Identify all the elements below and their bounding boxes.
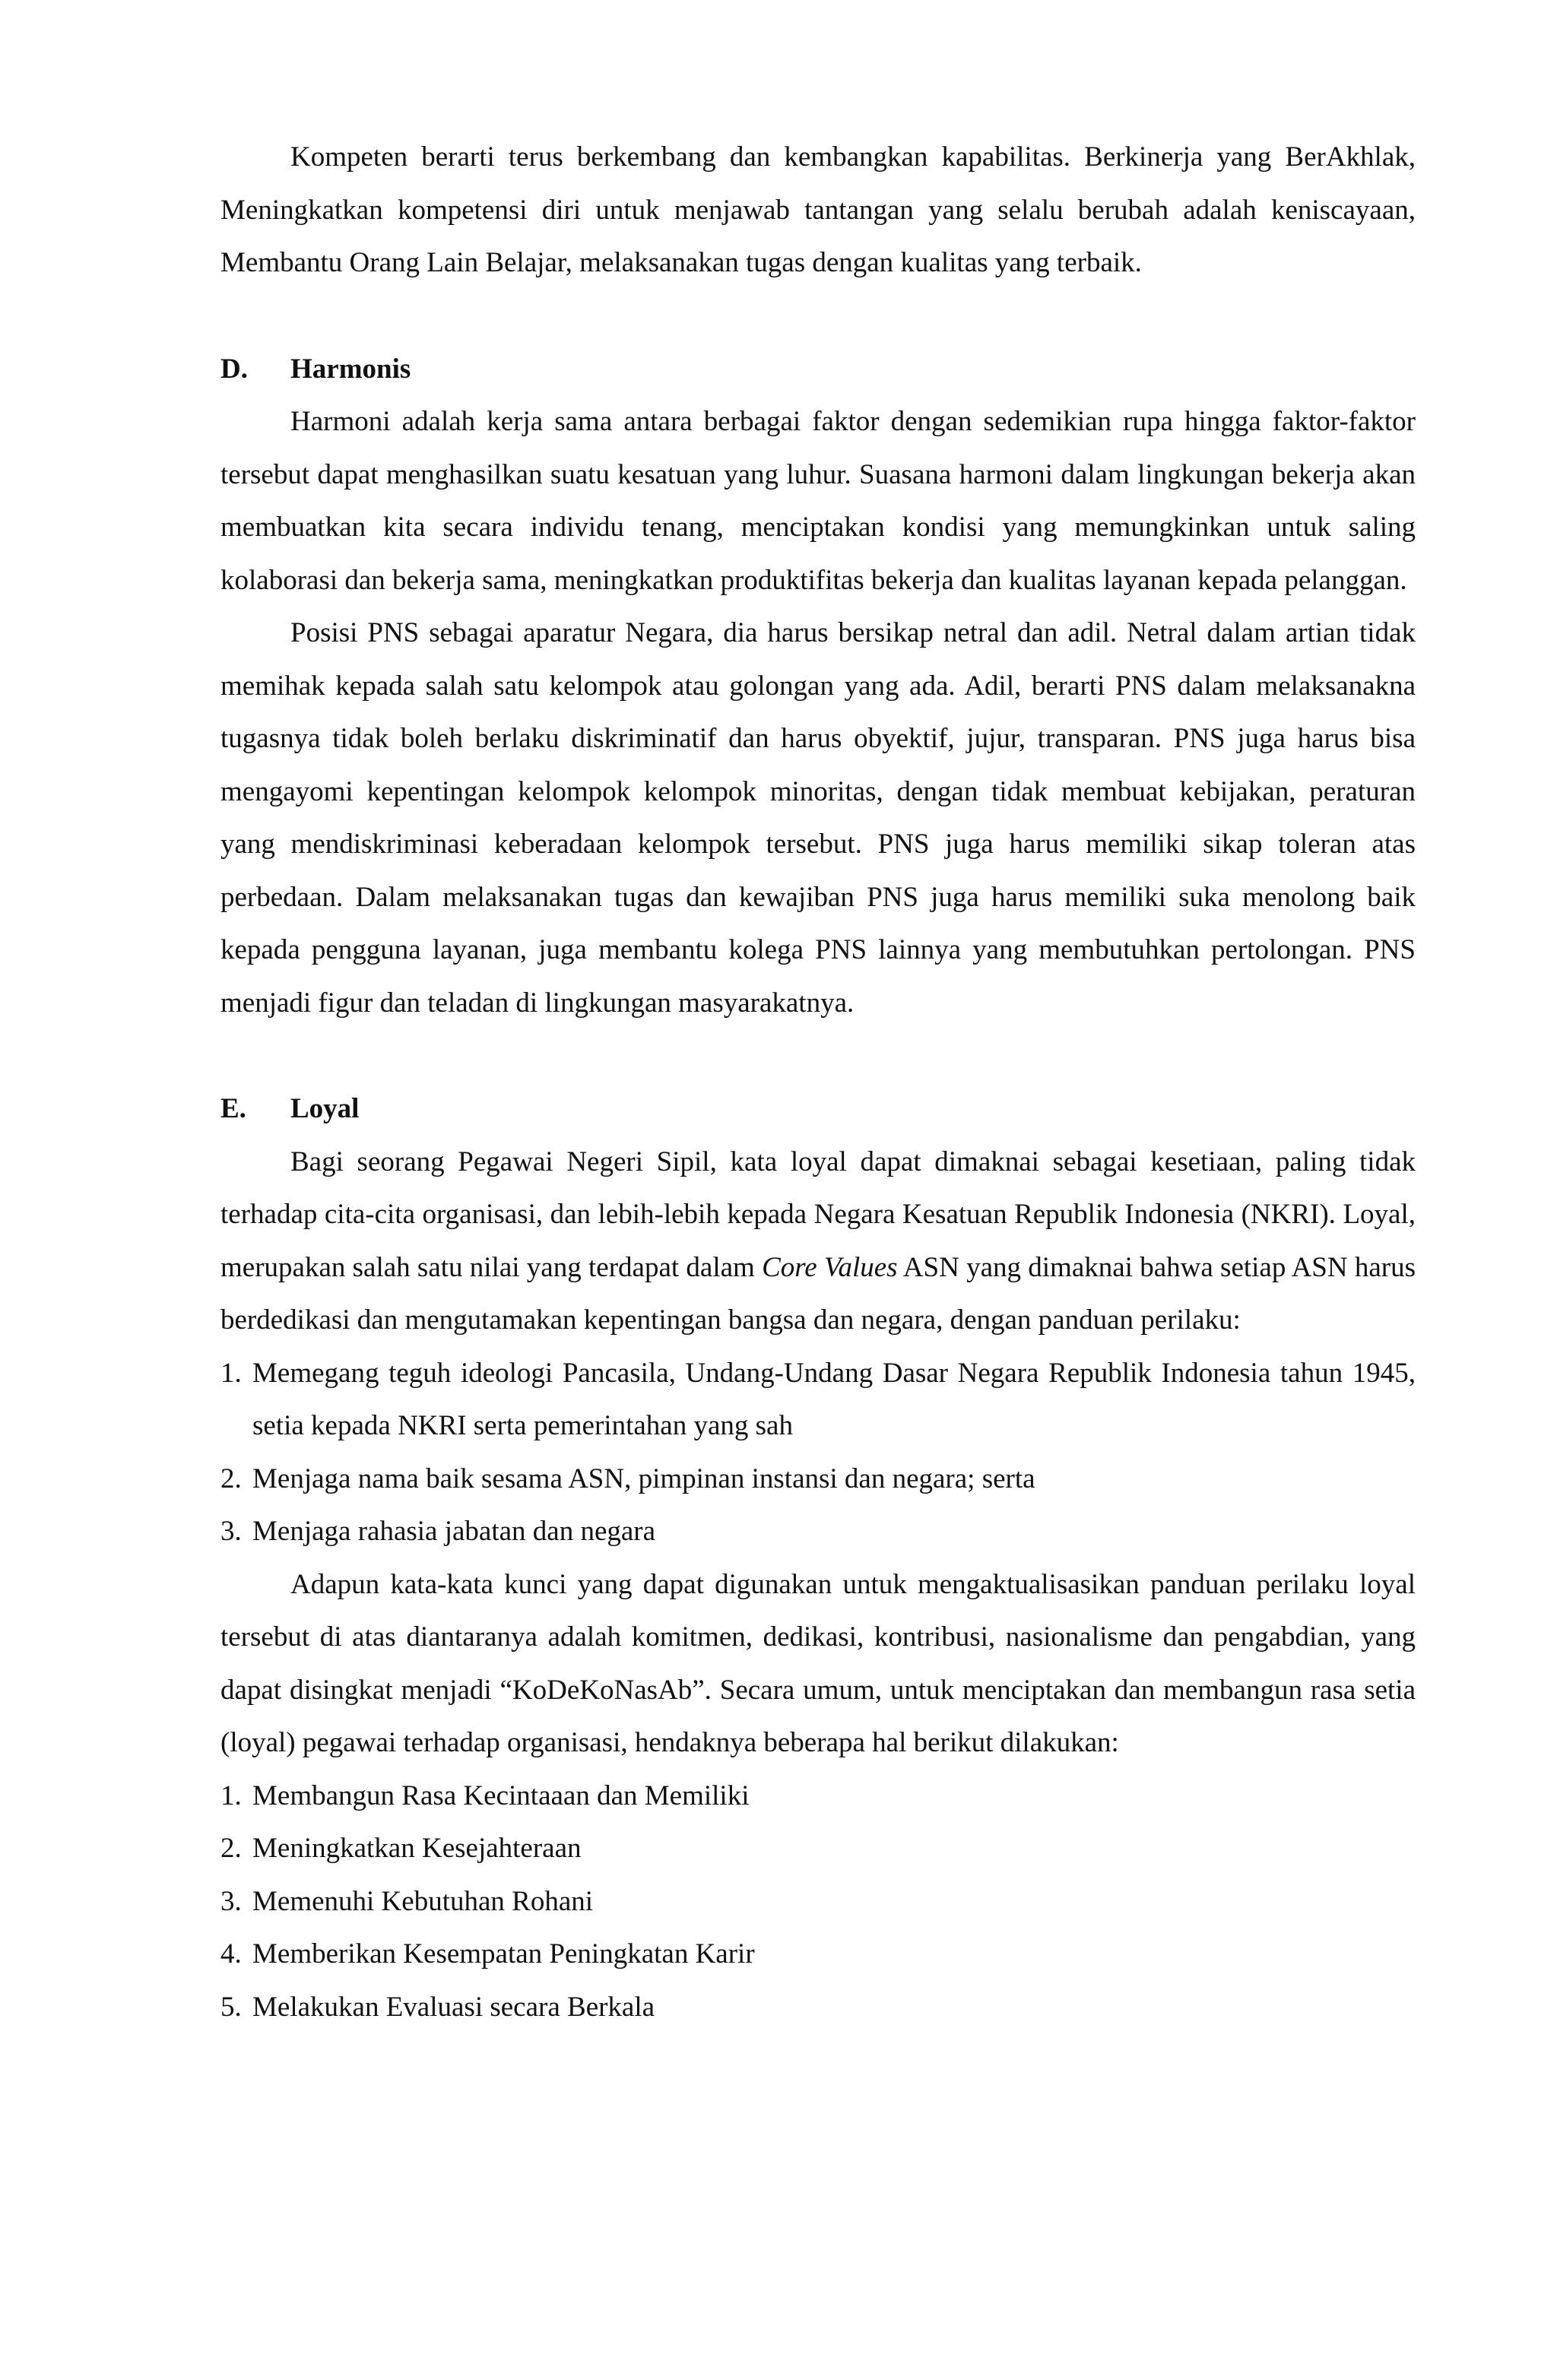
list-item xyxy=(220,1928,1416,1981)
core-values-term: Core Values xyxy=(762,1251,898,1283)
list-item-text: Memberikan Kesempatan Peningkatan Karir xyxy=(252,1938,755,1970)
behavior-list xyxy=(220,1347,1416,1558)
section-gap xyxy=(220,1029,1416,1082)
document-body xyxy=(220,131,1416,2033)
paragraph-competent: Kompeten berarti terus berkembang dan kembangkan kapabilitas. Berkinerja yang BerAkhlak, Meningkatkan kompetensi diri untuk menjawab tantangan yang selalu berubah adalah keniscayaan, Membantu Orang Lain Belajar, melaksanakan tugas dengan kualitas yang terbaik. xyxy=(220,141,1416,278)
list-item-text: Meningkatkan Kesejahteraan xyxy=(252,1833,582,1864)
list-item-text: Memenuhi Kebutuhan Rohani xyxy=(252,1885,594,1917)
list-item-text: Memegang teguh ideologi Pancasila, Undang-Undang Dasar Negara Republik Indonesia tahun 1945, setia kepada NKRI serta pemerintahan yang sah xyxy=(252,1357,1416,1441)
list-item xyxy=(220,1822,1416,1875)
list-item-text: Menjaga rahasia jabatan dan negara xyxy=(252,1516,656,1547)
section-d-letter: D. xyxy=(220,353,248,385)
list-item xyxy=(220,1453,1416,1506)
section-e-heading xyxy=(220,1082,1416,1136)
list-item-number: 2. xyxy=(220,1833,242,1864)
action-list xyxy=(220,1770,1416,2034)
list-item-number: 3. xyxy=(220,1516,242,1547)
list-item-number: 1. xyxy=(220,1779,242,1811)
list-item xyxy=(220,1875,1416,1928)
list-item xyxy=(220,1981,1416,2034)
section-d-title: Harmonis xyxy=(290,353,411,385)
list-item xyxy=(220,1770,1416,1823)
loyal-intro-part1: Bagi seorang Pegawai Negeri Sipil, kata loyal dapat dimaknai sebagai kesetiaan, paling tidak terhadap cita-cita organisasi, dan lebih-lebih kepada Negara Kesatuan Republik Indonesia (NKRI). Loyal, merupakan salah satu nilai yang terdapat dalam xyxy=(220,1146,1416,1283)
list-item-number: 1. xyxy=(220,1357,242,1389)
list-item-number: 5. xyxy=(220,1991,242,2023)
list-item-number: 2. xyxy=(220,1463,242,1494)
list-item xyxy=(220,1347,1416,1453)
list-item-number: 3. xyxy=(220,1885,242,1917)
list-item xyxy=(220,1505,1416,1558)
list-item-text: Membangun Rasa Kecintaaan dan Memiliki xyxy=(252,1779,750,1811)
paragraph-loyal-intro xyxy=(220,1136,1416,1347)
section-d-heading xyxy=(220,343,1416,396)
paragraph-posisi-pns: Posisi PNS sebagai aparatur Negara, dia harus bersikap netral dan adil. Netral dalam artian tidak memihak kepada salah satu kelompok atau golongan yang ada. Adil, berarti PNS dalam melaksanakna tugasnya tidak boleh berlaku diskriminatif dan harus obyektif, jujur, transparan. PNS juga harus bisa mengayomi kepentingan kelompok kelompok minoritas, dengan tidak membuat kebijakan, peraturan yang mendiskriminasi keberadaan kelompok tersebut. PNS juga harus memiliki sikap toleran atas perbedaan. Dalam melaksanakan tugas dan kewajiban PNS juga harus memiliki suka menolong baik kepada pengguna layanan, juga membantu kolega PNS lainnya yang membutuhkan pertolongan. PNS menjadi figur dan teladan di lingkungan masyarakatnya. xyxy=(220,617,1416,1019)
paragraph-keywords: Adapun kata-kata kunci yang dapat digunakan untuk mengaktualisasikan panduan perilaku loyal tersebut di atas diantaranya adalah komitmen, dedikasi, kontribusi, nasionalisme dan pengabdian, yang dapat disingkat menjadi “KoDeKoNasAb”. Secara umum, untuk menciptakan dan membangun rasa setia (loyal) pegawai terhadap organisasi, hendaknya beberapa hal berikut dilakukan: xyxy=(220,1568,1416,1758)
list-item-number: 4. xyxy=(220,1938,242,1970)
list-item-text: Melakukan Evaluasi secara Berkala xyxy=(252,1991,655,2023)
section-gap xyxy=(220,290,1416,343)
section-e-letter: E. xyxy=(220,1093,246,1124)
list-item-text: Menjaga nama baik sesama ASN, pimpinan instansi dan negara; serta xyxy=(252,1463,1035,1494)
section-e-title: Loyal xyxy=(290,1093,360,1124)
paragraph-harmoni: Harmoni adalah kerja sama antara berbagai faktor dengan sedemikian rupa hingga faktor-faktor tersebut dapat menghasilkan suatu kesatuan yang luhur. Suasana harmoni dalam lingkungan bekerja akan membuatkan kita secara individu tenang, menciptakan kondisi yang memungkinkan untuk saling kolaborasi dan bekerja sama, meningkatkan produktifitas bekerja dan kualitas layanan kepada pelanggan. xyxy=(220,406,1416,596)
loyal-intro-part2: ASN yang dimaknai bahwa setiap ASN harus berdedikasi dan mengutamakan kepentingan bangsa dan negara, dengan panduan perilaku: xyxy=(220,1251,1416,1336)
